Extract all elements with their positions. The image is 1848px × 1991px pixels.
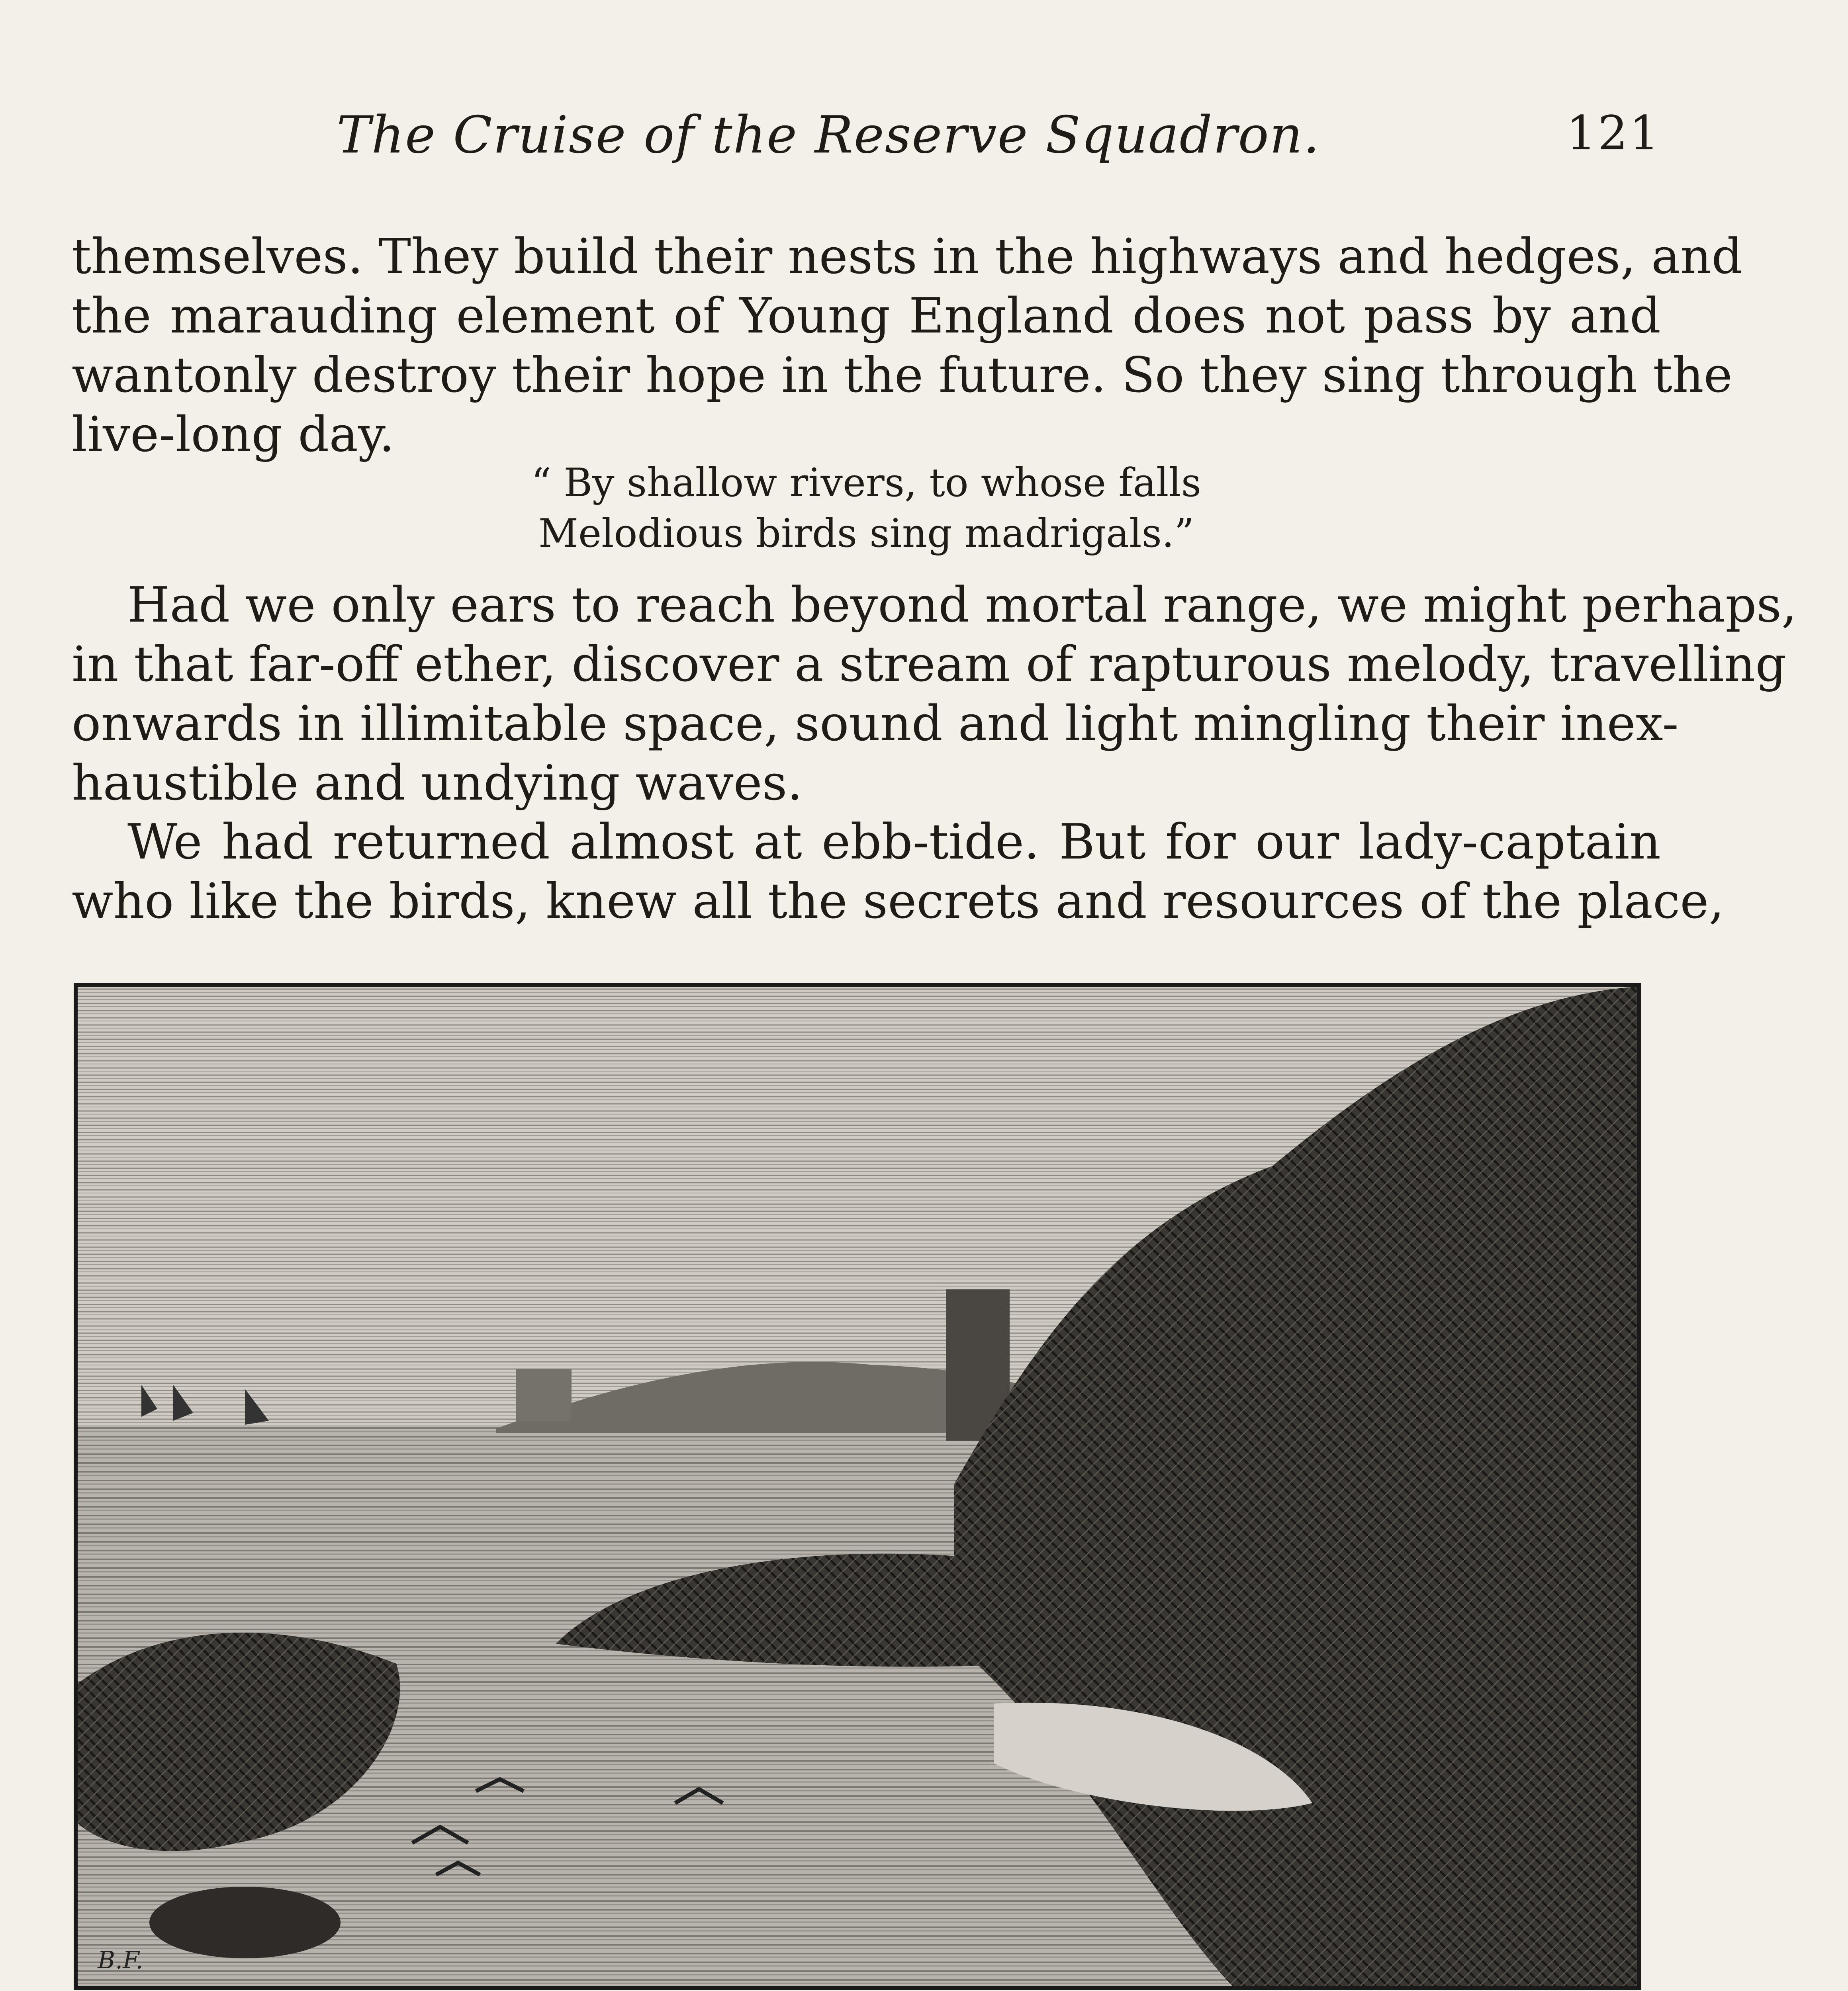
text-line: live-long day. [72, 406, 395, 463]
quote-line: Melodious birds sing madrigals.” [538, 511, 1194, 556]
text-line: We had returned almost at ebb-tide. But for our lady-captain [127, 814, 1661, 870]
text-line: wantonly destroy their hope in the future. So they sing through the [72, 347, 1732, 403]
paragraph-1 [72, 227, 1743, 464]
distant-castle [516, 1369, 572, 1421]
text-line: onwards in illimitable space, sound and light mingling their inex- [72, 695, 1679, 752]
text-line: haustible and undying waves. [72, 755, 803, 811]
quote-line: “ By shallow rivers, to whose falls [531, 460, 1201, 506]
text-line: in that far-off ether, discover a stream of rapturous melody, travelling [72, 636, 1787, 692]
paragraph-2 [72, 575, 1797, 813]
paragraph-3 [72, 812, 1725, 931]
artist-monogram: B.F. [98, 1946, 143, 1974]
harbour-mouth-engraving [78, 987, 1637, 1986]
page-number: 121 [1566, 106, 1661, 160]
text-line: the marauding element of Young England does not pass by and [72, 288, 1661, 344]
running-title: The Cruise of the Reserve Squadron. [337, 106, 1320, 165]
page-header [72, 106, 1661, 169]
text-line: Had we only ears to reach beyond mortal range, we might perhaps, [127, 577, 1797, 633]
text-line: themselves. They build their nests in the highways and hedges, and [72, 228, 1743, 285]
text-line: who like the birds, knew all the secrets and resources of the place, [72, 873, 1725, 929]
foreground-rock [149, 1887, 341, 1958]
engraving-illustration [74, 983, 1641, 1990]
